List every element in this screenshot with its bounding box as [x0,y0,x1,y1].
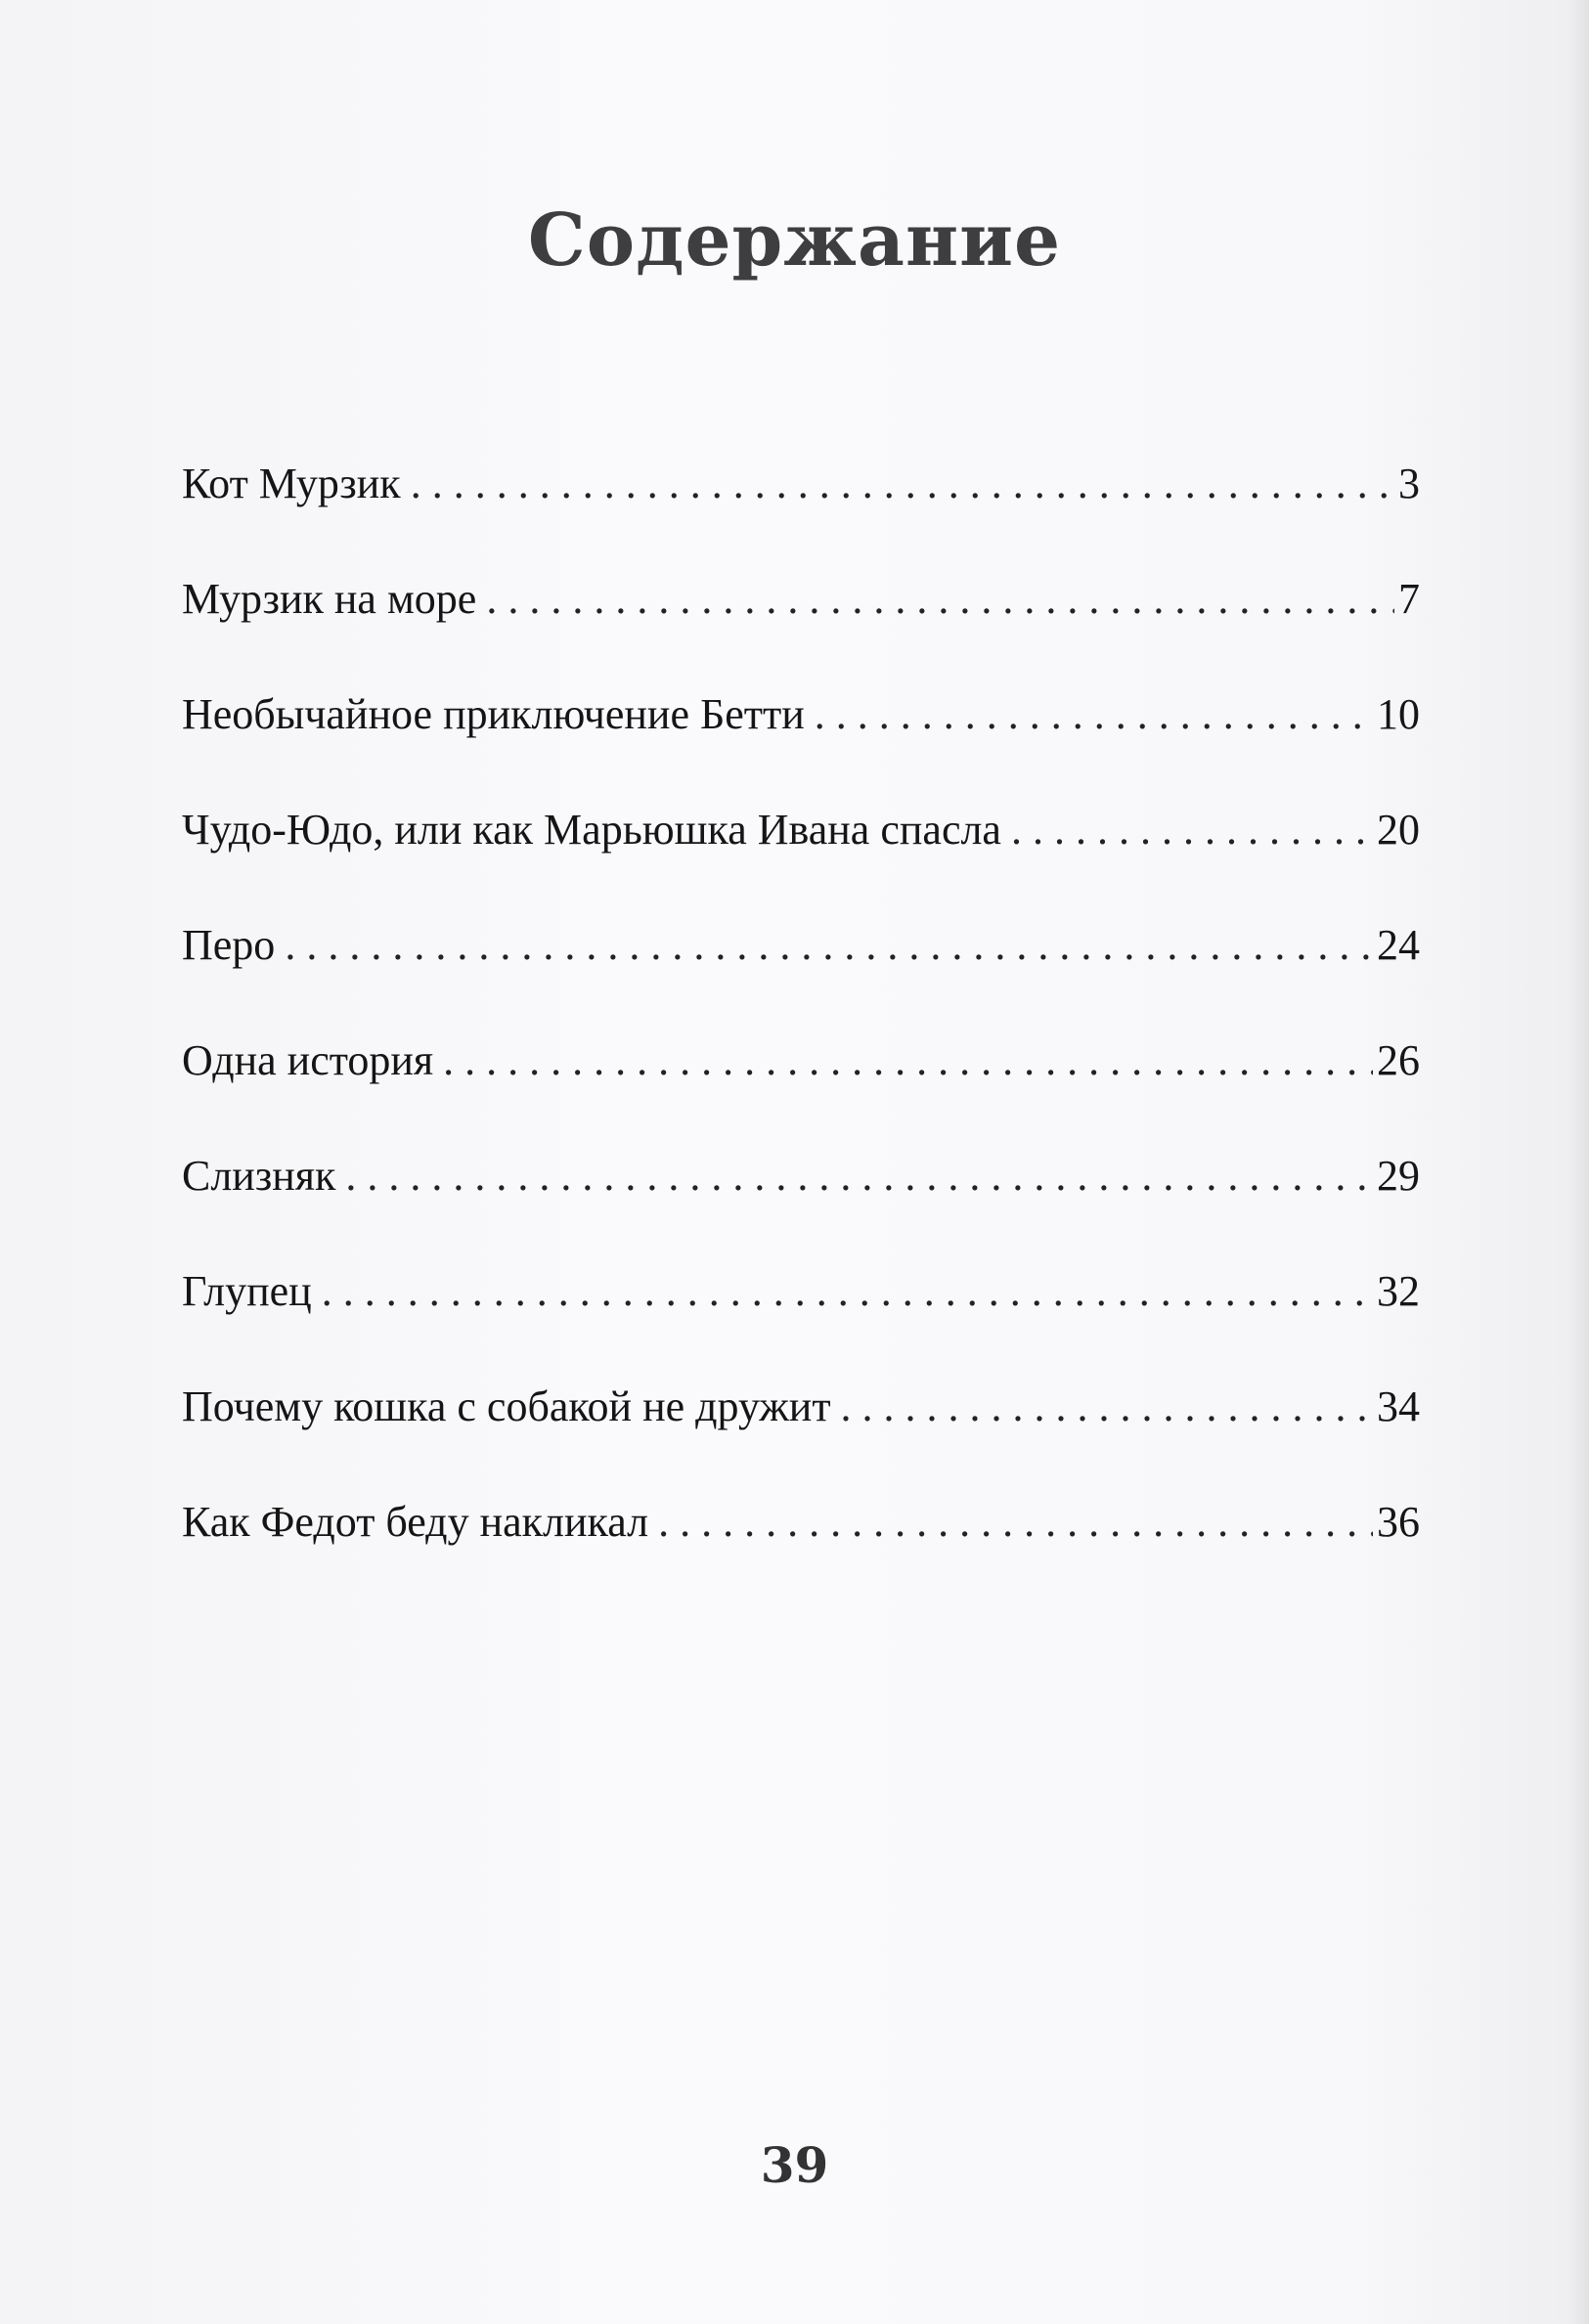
toc-entry-title: Перо [182,921,276,969]
toc-entry-page: 24 [1377,921,1420,969]
toc-entry-title: Одна история [182,1036,434,1084]
toc-entry-page: 26 [1377,1036,1420,1084]
toc-entry [182,1368,1420,1483]
table-of-contents [182,445,1420,1599]
toc-entry [182,1252,1420,1368]
toc-entry-page: 34 [1377,1382,1420,1430]
toc-entry-page: 10 [1377,690,1420,738]
dot-leader [322,1252,1373,1331]
toc-entry-title: Кот Мурзик [182,460,401,507]
page-edge-shadow [1567,0,1589,2324]
toc-entry-title: Мурзик на море [182,575,477,623]
toc-entry-page: 29 [1377,1152,1420,1200]
dot-leader [841,1368,1373,1446]
toc-entry-page: 36 [1377,1498,1420,1546]
page-title: Содержание [527,198,1062,283]
toc-entry-title: Необычайное приключение Бетти [182,690,805,738]
toc-entry [182,1022,1420,1137]
toc-entry-page: 7 [1398,575,1420,623]
dot-leader [411,445,1394,523]
toc-entry-title: Почему кошка с собакой не дружит [182,1382,831,1430]
dot-leader [815,676,1373,754]
toc-entry [182,791,1420,906]
toc-entry [182,1137,1420,1252]
toc-entry-title: Чудо-Юдо, или как Марьюшка Ивана спасла [182,806,1001,854]
toc-entry [182,906,1420,1022]
toc-entry [182,1483,1420,1599]
toc-entry-title: Глупец [182,1267,312,1315]
dot-leader [345,1137,1373,1215]
toc-entry-page: 20 [1377,806,1420,854]
dot-leader [443,1022,1373,1100]
dot-leader [658,1483,1373,1561]
toc-entry-page: 3 [1398,460,1420,507]
toc-entry [182,676,1420,791]
page-number: 39 [760,2136,829,2194]
toc-entry-title: Как Федот беду накликал [182,1498,649,1546]
toc-entry-page: 32 [1377,1267,1420,1315]
dot-leader [486,560,1394,638]
toc-entry [182,560,1420,676]
dot-leader [1011,791,1373,869]
toc-entry-title: Слизняк [182,1152,336,1200]
toc-entry [182,445,1420,560]
dot-leader [285,906,1373,985]
